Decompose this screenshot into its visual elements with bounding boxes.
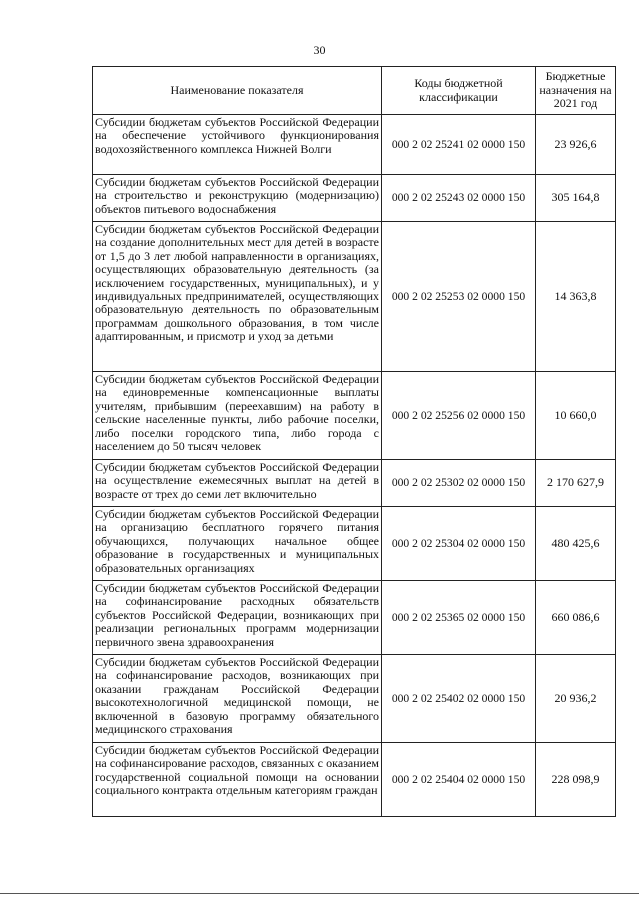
row-classification-code: 000 2 02 25365 02 0000 150 [382, 581, 536, 655]
table-row [93, 372, 616, 460]
row-classification-code: 000 2 02 25241 02 0000 150 [382, 115, 536, 175]
table-header-row [93, 67, 616, 115]
header-classification-code: Коды бюджетной классификации [382, 67, 536, 115]
row-budget-amount: 660 086,6 [536, 581, 616, 655]
table-row [93, 222, 616, 372]
table-row [93, 581, 616, 655]
row-budget-amount: 305 164,8 [536, 175, 616, 222]
header-budget-amount: Бюджетные назначения на 2021 год [536, 67, 616, 115]
row-indicator-name: Субсидии бюджетам субъектов Российской Федерации на создание дополнительных мест для детей в возрасте от 1,5 до 3 лет любой направленности в организациях, осуществляющих образовательную деятельность (за исключением государственных, муниципальных), и у индивидуальных предпринимателей, осуществляющих образовательную деятельность по образовательным программам дошкольного образования, в том числе адаптированным, и присмотр и уход за детьми [93, 222, 382, 372]
row-classification-code: 000 2 02 25302 02 0000 150 [382, 460, 536, 507]
table-row [93, 175, 616, 222]
table-row [93, 743, 616, 817]
row-indicator-name: Субсидии бюджетам субъектов Российской Федерации на софинансирование расходов, возникающих при оказании гражданам Российской Федерации высокотехнологичной медицинской помощи, не включенной в базовую программу обязательного медицинского страхования [93, 655, 382, 743]
row-classification-code: 000 2 02 25256 02 0000 150 [382, 372, 536, 460]
row-indicator-name: Субсидии бюджетам субъектов Российской Федерации на софинансирование расходных обязательств субъектов Российской Федерации, возникающих при реализации региональных программ модернизации первичного звена здравоохранения [93, 581, 382, 655]
row-classification-code: 000 2 02 25404 02 0000 150 [382, 743, 536, 817]
row-budget-amount: 2 170 627,9 [536, 460, 616, 507]
row-classification-code: 000 2 02 25253 02 0000 150 [382, 222, 536, 372]
header-indicator-name: Наименование показателя [93, 67, 382, 115]
table-row [93, 655, 616, 743]
row-classification-code: 000 2 02 25243 02 0000 150 [382, 175, 536, 222]
row-indicator-name: Субсидии бюджетам субъектов Российской Федерации на осуществление ежемесячных выплат на детей в возрасте от трех до семи лет включительно [93, 460, 382, 507]
table-row [93, 115, 616, 175]
row-budget-amount: 228 098,9 [536, 743, 616, 817]
row-classification-code: 000 2 02 25304 02 0000 150 [382, 507, 536, 581]
table-row [93, 507, 616, 581]
row-indicator-name: Субсидии бюджетам субъектов Российской Федерации на организацию бесплатного горячего питания обучающихся, получающих начальное общее образование в государственных и муниципальных образовательных организациях [93, 507, 382, 581]
row-budget-amount: 14 363,8 [536, 222, 616, 372]
row-indicator-name: Субсидии бюджетам субъектов Российской Федерации на строительство и реконструкцию (модернизацию) объектов питьевого водоснабжения [93, 175, 382, 222]
row-indicator-name: Субсидии бюджетам субъектов Российской Федерации на софинансирование расходов, связанных с оказанием государственной социальной помощи на основании социального контракта отдельным категориям граждан [93, 743, 382, 817]
page-number: 30 [313, 43, 326, 57]
row-budget-amount: 10 660,0 [536, 372, 616, 460]
row-budget-amount: 23 926,6 [536, 115, 616, 175]
row-classification-code: 000 2 02 25402 02 0000 150 [382, 655, 536, 743]
row-budget-amount: 20 936,2 [536, 655, 616, 743]
row-indicator-name: Субсидии бюджетам субъектов Российской Федерации на единовременные компенсационные выплаты учителям, прибывшим (переехавшим) на работу в сельские населенные пункты, либо рабочие поселки, либо поселки городского типа, либо города с населением до 50 тысяч человек [93, 372, 382, 460]
budget-table [92, 66, 616, 817]
row-budget-amount: 480 425,6 [536, 507, 616, 581]
row-indicator-name: Субсидии бюджетам субъектов Российской Федерации на обеспечение устойчивого функционирования водохозяйственного комплекса Нижней Волги [93, 115, 382, 175]
page-bottom-rule [0, 893, 639, 894]
table-row [93, 460, 616, 507]
